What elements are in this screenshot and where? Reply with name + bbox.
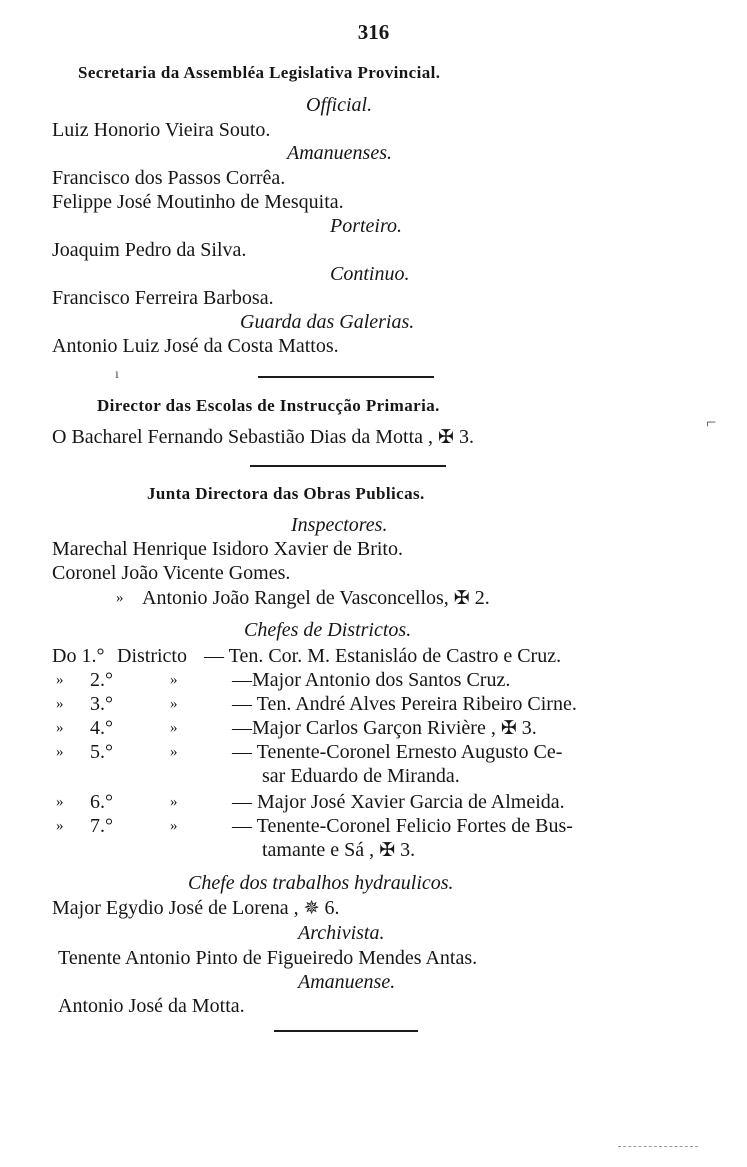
- label-archivista: Archivista.: [298, 922, 385, 944]
- order-cross-icon: ✠: [500, 718, 517, 739]
- director-text: O Bacharel Fernando Sebastião Dias da Motta ,: [52, 426, 434, 448]
- name-official: Luiz Honorio Vieira Souto.: [52, 119, 271, 141]
- name-amanuense: Antonio José da Motta.: [58, 995, 245, 1017]
- inspector-3-text: Antonio João Rangel de Vasconcellos,: [142, 587, 449, 609]
- ditto-mark: »: [170, 672, 178, 688]
- district-5-text: — Tenente-Coronel Ernesto Augusto Ce-: [232, 741, 563, 763]
- ditto-mark: »: [56, 696, 64, 712]
- scan-speck: ı: [115, 367, 119, 382]
- inspector-3-grade: 2.: [474, 587, 490, 609]
- ditto-mark: »: [56, 744, 64, 760]
- label-amanuenses: Amanuenses.: [287, 142, 392, 164]
- name-hydraulicos: [52, 896, 340, 921]
- ditto-mark: »: [170, 720, 178, 736]
- district-7-cont-text: tamante e Sá ,: [262, 839, 375, 861]
- ditto-mark: »: [56, 818, 64, 834]
- divider-1: [258, 376, 434, 378]
- section-heading-escolas: Director das Escolas de Instrucção Primaria.: [97, 396, 440, 415]
- district-3-text: — Ten. André Alves Pereira Ribeiro Cirne.: [232, 693, 577, 715]
- scan-speck: [618, 1146, 698, 1147]
- divider-2: [250, 465, 446, 467]
- scan-speck: ⌐: [706, 412, 717, 432]
- name-amanuense-1: Francisco dos Passos Corrêa.: [52, 167, 286, 189]
- ditto-mark: »: [56, 794, 64, 810]
- order-star-icon: ✵: [303, 898, 320, 919]
- name-amanuense-2: Felippe José Moutinho de Mesquita.: [52, 191, 344, 213]
- district-1-ordinal: Do 1.°: [52, 645, 105, 667]
- name-director: [52, 425, 474, 450]
- hydraulicos-grade: 6.: [324, 897, 340, 919]
- district-1-word: Districto: [117, 645, 187, 667]
- district-2-text: —Major Antonio dos Santos Cruz.: [232, 669, 511, 691]
- name-inspector-1: Marechal Henrique Isidoro Xavier de Brito.: [52, 538, 403, 560]
- district-5-cont: sar Eduardo de Miranda.: [262, 765, 460, 787]
- order-cross-icon: ✠: [453, 588, 470, 609]
- director-grade: 3.: [458, 426, 474, 448]
- order-cross-icon: ✠: [438, 427, 454, 448]
- ditto-mark: »: [116, 590, 124, 606]
- district-6-ordinal: 6.°: [90, 791, 113, 813]
- label-amanuense: Amanuense.: [298, 971, 396, 993]
- ditto-mark: »: [170, 818, 178, 834]
- name-inspector-3: [142, 586, 490, 611]
- district-4-text: [232, 716, 537, 741]
- district-6-text: — Major José Xavier Garcia de Almeida.: [232, 791, 565, 813]
- district-5-ordinal: 5.°: [90, 741, 113, 763]
- label-official: Official.: [306, 94, 373, 116]
- ditto-mark: »: [170, 744, 178, 760]
- label-guarda: Guarda das Galerias.: [240, 311, 415, 333]
- ditto-mark: »: [56, 672, 64, 688]
- district-7-cont: [262, 838, 415, 863]
- ditto-mark: »: [170, 794, 178, 810]
- label-chefes-districtos: Chefes de Districtos.: [244, 619, 412, 641]
- ditto-mark: »: [170, 696, 178, 712]
- label-porteiro: Porteiro.: [330, 215, 403, 237]
- name-inspector-2: Coronel João Vicente Gomes.: [52, 562, 291, 584]
- district-3-ordinal: 3.°: [90, 693, 113, 715]
- district-7-grade: 3.: [400, 839, 416, 861]
- district-4-grade: 3.: [521, 717, 537, 739]
- order-cross-icon: ✠: [379, 840, 396, 861]
- district-4-body: —Major Carlos Garçon Rivière ,: [232, 717, 496, 739]
- district-7-ordinal: 7.°: [90, 815, 113, 837]
- district-4-ordinal: 4.°: [90, 717, 113, 739]
- name-porteiro: Joaquim Pedro da Silva.: [52, 239, 247, 261]
- section-heading-assembleia: Secretaria da Assembléa Legislativa Provincial.: [78, 63, 441, 82]
- label-inspectores: Inspectores.: [291, 514, 388, 536]
- district-7-text: — Tenente-Coronel Felicio Fortes de Bus-: [232, 815, 573, 837]
- name-continuo: Francisco Ferreira Barbosa.: [52, 287, 274, 309]
- name-archivista: Tenente Antonio Pinto de Figueiredo Mendes Antas.: [58, 947, 478, 969]
- district-2-ordinal: 2.°: [90, 669, 113, 691]
- label-hydraulicos: Chefe dos trabalhos hydraulicos.: [188, 872, 454, 894]
- section-heading-obras: Junta Directora das Obras Publicas.: [147, 484, 425, 503]
- name-guarda: Antonio Luiz José da Costa Mattos.: [52, 335, 339, 357]
- ditto-mark: »: [56, 720, 64, 736]
- district-1-text: — Ten. Cor. M. Estanisláo de Castro e Cruz.: [204, 645, 562, 667]
- hydraulicos-text: Major Egydio José de Lorena ,: [52, 897, 299, 919]
- page-number: 316: [357, 20, 390, 44]
- divider-3: [274, 1030, 418, 1032]
- label-continuo: Continuo.: [330, 263, 410, 285]
